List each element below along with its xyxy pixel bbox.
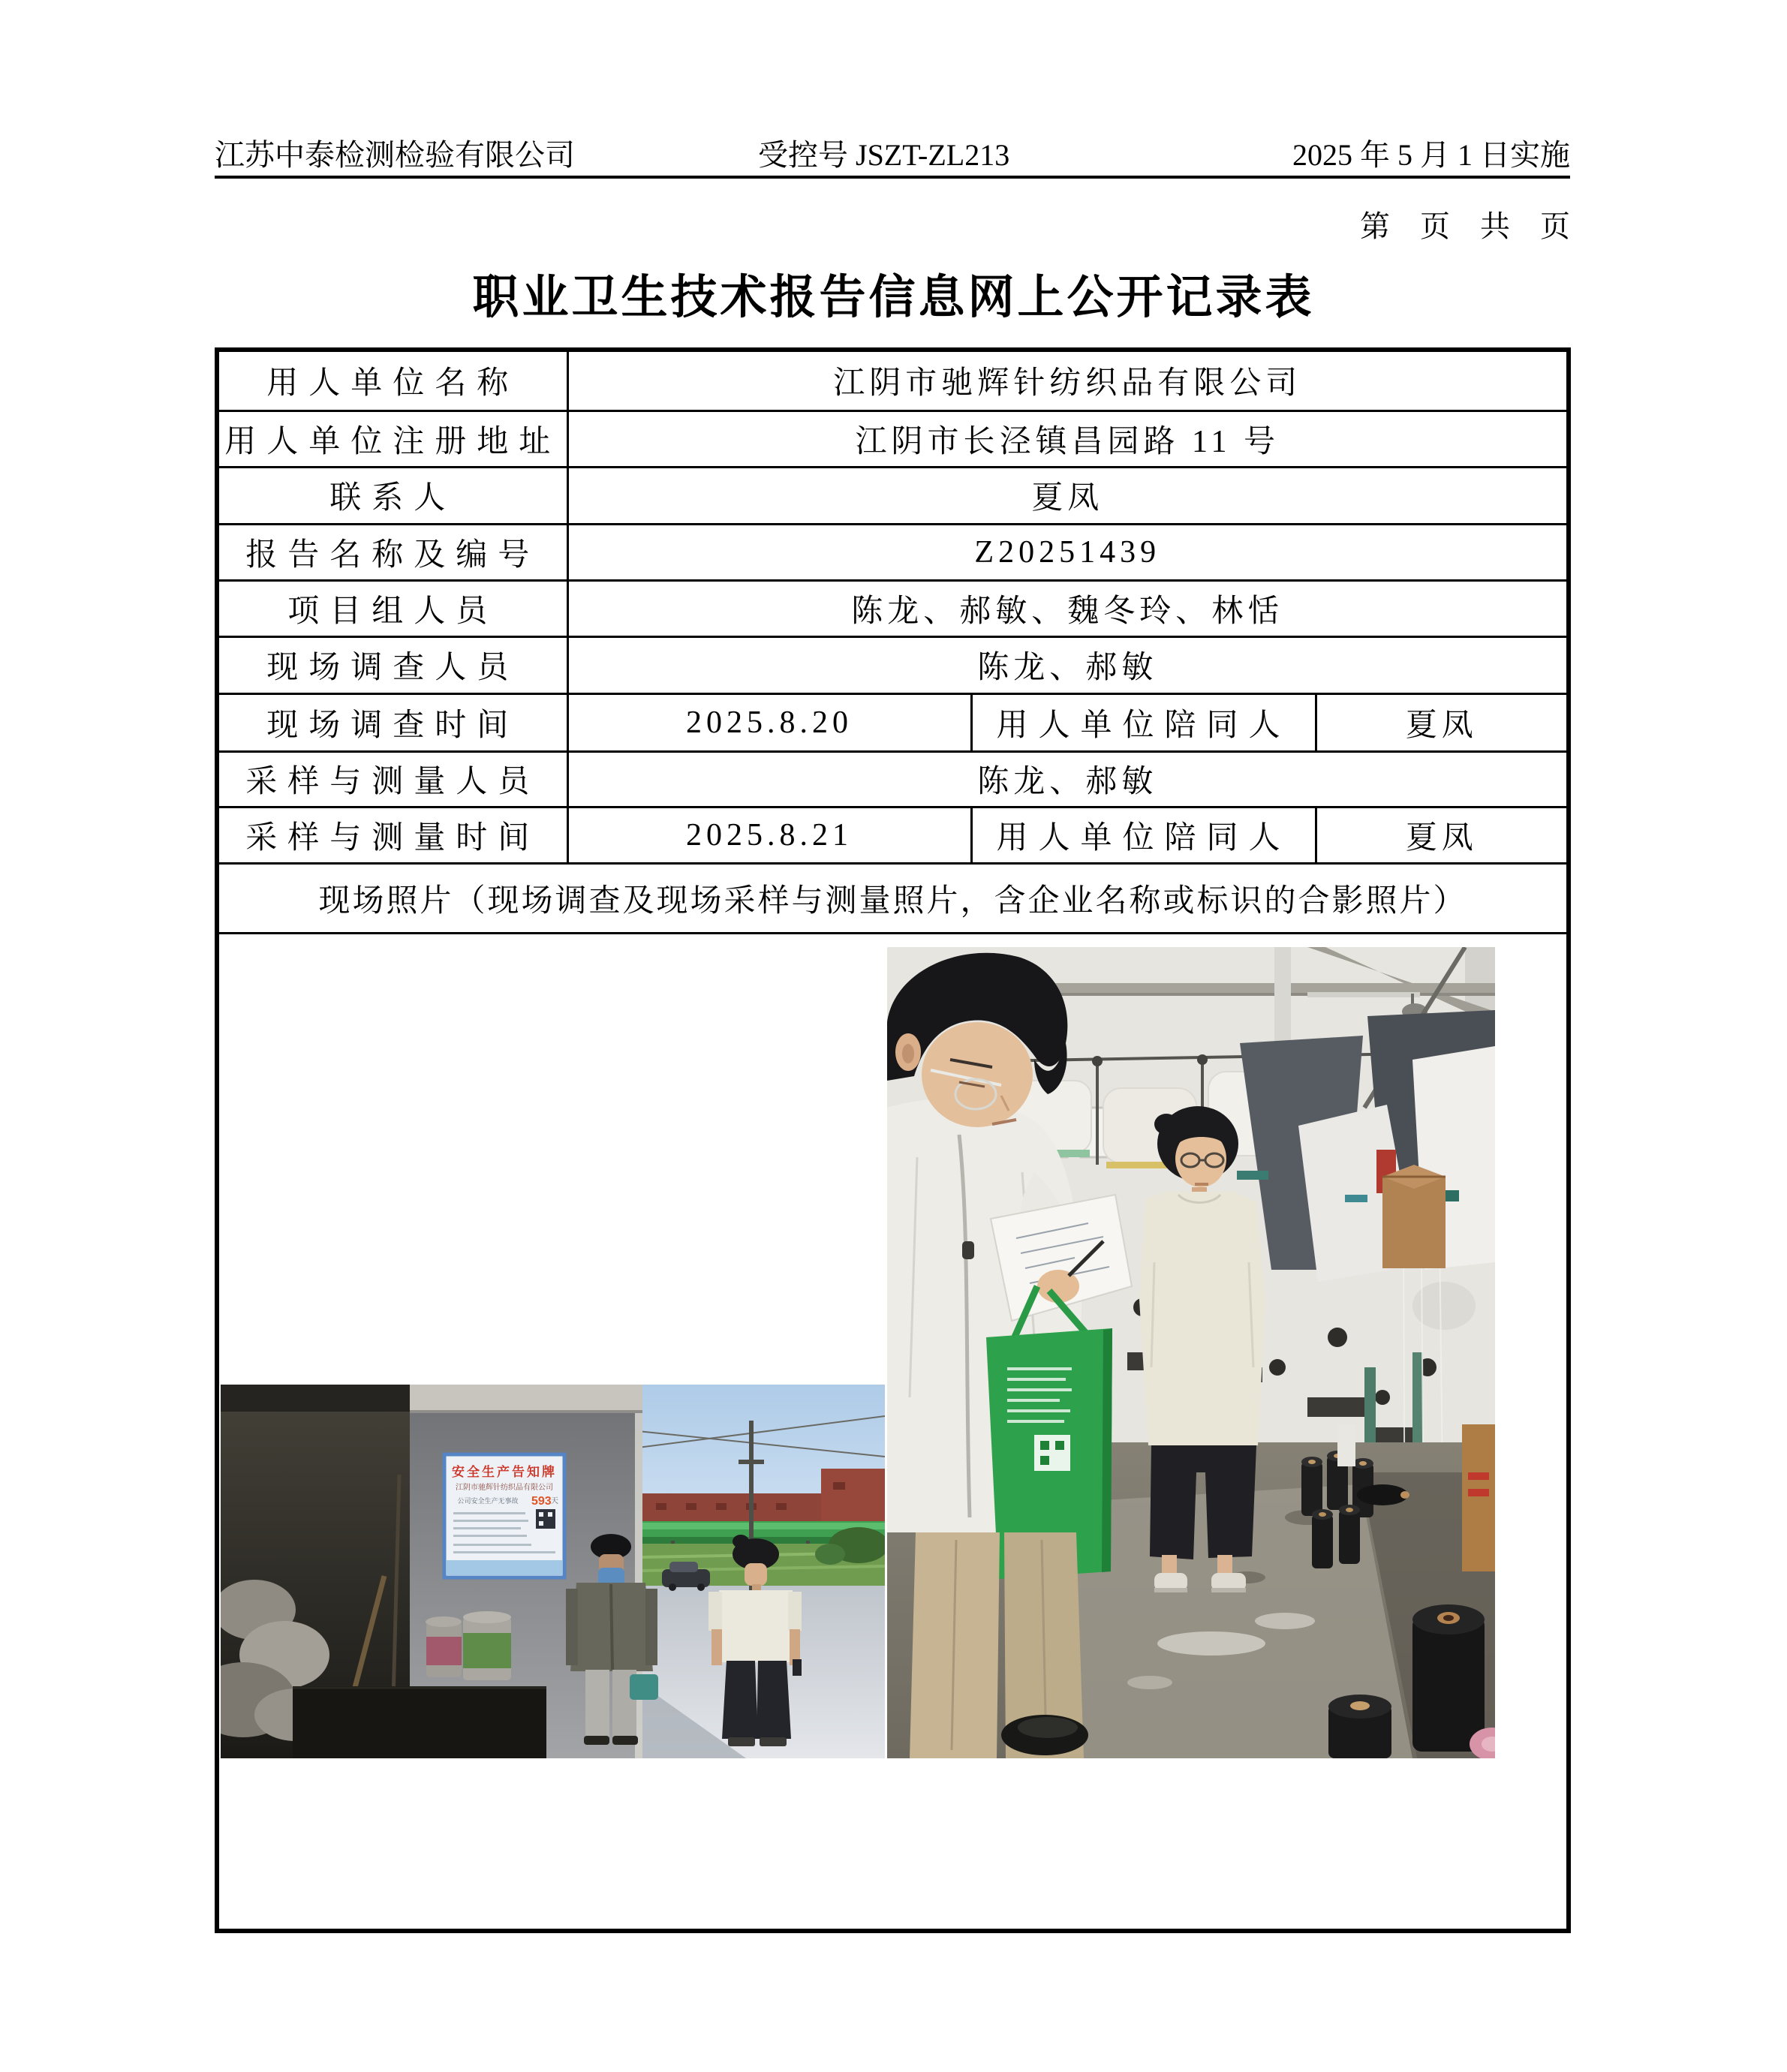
page-title: 职业卫生技术报告信息网上公开记录表 (472, 272, 1315, 323)
row-value: 陈龙、郝敏 (567, 751, 1569, 807)
document-header (215, 126, 1570, 179)
row-value: 2025.8.20 (567, 693, 971, 751)
table-row (217, 751, 1569, 807)
sign-title: 安全生产告知牌 (452, 1464, 557, 1479)
header-effective-date: 2025 年 5 月 1 日实施 (1292, 138, 1570, 172)
paint-buckets (426, 1611, 511, 1680)
safety-sign (444, 1454, 564, 1577)
sign-days-label: 公司安全生产无事故 (457, 1496, 519, 1505)
table-row (217, 467, 1569, 524)
row-value: 江阴市长泾镇昌园路 11 号 (567, 410, 1569, 467)
table-row (217, 933, 1569, 1931)
sign-days-unit: 天 (551, 1496, 558, 1505)
row-label: 联系人 (217, 467, 567, 524)
sign-days-count: 593 (531, 1494, 552, 1508)
outdoor-photo (221, 1385, 885, 1758)
companion-name: 夏凤 (1316, 807, 1569, 863)
row-value: 2025.8.21 (567, 807, 971, 863)
record-table (215, 347, 1571, 1933)
table-row (217, 410, 1569, 467)
row-label: 项目组人员 (217, 580, 567, 636)
teal-bag (630, 1674, 658, 1700)
table-row (217, 580, 1569, 636)
table-row (217, 636, 1569, 693)
row-label: 采样与测量时间 (217, 807, 567, 863)
row-label: 用人单位注册地址 (217, 410, 567, 467)
table-row (217, 693, 1569, 751)
qr-code (536, 1509, 555, 1529)
photos-caption: 现场照片（现场调查及现场采样与测量照片，含企业名称或标识的合影照片） (217, 863, 1569, 933)
row-value: 江阴市驰辉针纺织品有限公司 (567, 350, 1569, 410)
row-label: 报告名称及编号 (217, 524, 567, 580)
row-value: 夏凤 (567, 467, 1569, 524)
table-row (217, 350, 1569, 410)
row-label: 现场调查人员 (217, 636, 567, 693)
sign-company: 江阴市驰辉针纺织品有限公司 (456, 1483, 553, 1492)
row-label: 用人单位名称 (217, 350, 567, 410)
row-value: 陈龙、郝敏 (567, 636, 1569, 693)
companion-label: 用人单位陪同人 (971, 693, 1316, 751)
table-row (217, 807, 1569, 863)
photos-cell (217, 933, 1569, 1931)
row-label: 现场调查时间 (217, 693, 567, 751)
companion-label: 用人单位陪同人 (971, 807, 1316, 863)
table-row (217, 863, 1569, 933)
row-value: 陈龙、郝敏、魏冬玲、林恬 (567, 580, 1569, 636)
header-company: 江苏中泰检测检验有限公司 (215, 138, 575, 172)
header-control-no: 受控号 JSZT-ZL213 (758, 138, 1010, 172)
workshop-photo (887, 947, 1495, 1758)
phone (793, 1659, 802, 1676)
row-label: 采样与测量人员 (217, 751, 567, 807)
page-counter: 第 页 共 页 (1360, 209, 1570, 243)
table-row (217, 524, 1569, 580)
companion-name: 夏凤 (1316, 693, 1569, 751)
row-value: Z20251439 (567, 524, 1569, 580)
